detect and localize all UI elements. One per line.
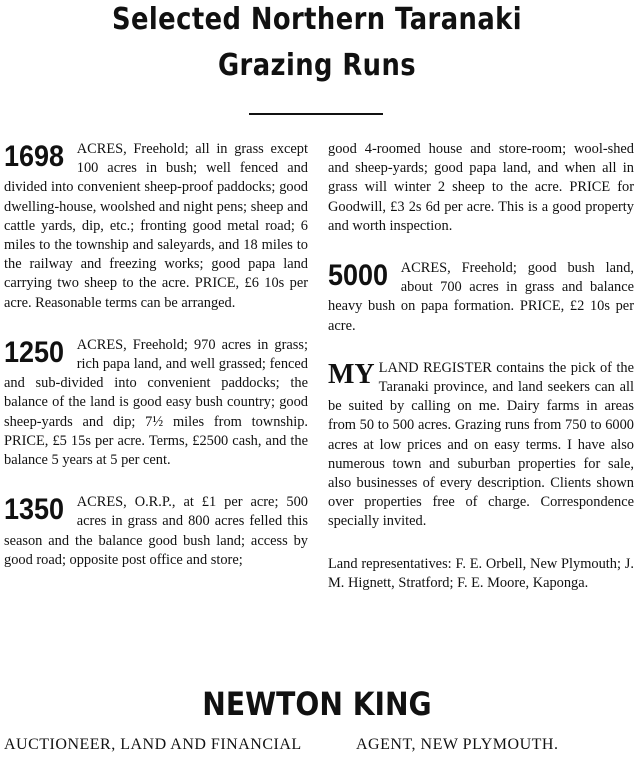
land-representatives: Land representatives: F. E. Orbell, New Plymouth; J. M. Hignett, Stratford; F. E. Moore, Kaponga.: [328, 555, 634, 591]
listing-text: ACRES, Freehold; all in grass except 100 acres in bush; well fenced and divided into convenient sheep-proof paddocks; good dwelling-house, woolshed and night pens; sheep and cattle yards, dip, etc.; fronting good metal road; 6 miles to the township and saleyards, and 18 miles to the railway and freezing works; good papa land carrying two sheep to the acre. PRICE, £6 10s per acre. Reasonable terms can be arranged.: [4, 141, 308, 311]
listing-5000: [328, 259, 634, 336]
listing-text: ACRES, Freehold; 970 acres in grass; rich papa land, and well grassed; fenced and sub-divided into convenient paddocks; the balance of the land is good easy bush country; good sheep-yards and dip; 7½ miles from township. PRICE, £5 15s per acre. Terms, £2500 cash, and the balance 5 years at 5 per cent.: [4, 336, 308, 469]
listing-text: ACRES, Freehold; good bush land, about 700 acres in grass and balance heavy bush on papa formation. PRICE, £2 10s per acre.: [328, 260, 634, 334]
listing-number: 1250: [4, 335, 65, 369]
headline-line-1: Selected Northern Taranaki: [111, 2, 523, 37]
listing-text: ACRES, O.R.P., at £1 per acre; 500 acres in grass and 800 acres felled this season and the balance good bush land; access by good road; opposite post office and store;: [4, 494, 308, 568]
register-initial: MY: [328, 358, 375, 390]
footer-right-text: AGENT, NEW PLYMOUTH.: [356, 736, 559, 753]
register-text: LAND REGISTER contains the pick of the Taranaki province, and land seekers can all be suited by calling on me. Dairy farms in areas from 50 to 500 acres. Grazing runs from 750 to 6000 acres at low prices and on easy terms. I have also numerous town and suburban properties for sale, also businesses of every description. Clients shown over properties free of charge. Correspondence specially invited.: [328, 359, 634, 530]
listing-1350-continued: good 4-roomed house and store-room; wool-shed and sheep-yards; good papa land, and when all in grass will winter 2 sheep to the acre. PRICE for Goodwill, £3 2s 6d per acre. This is a good property and worth inspection.: [328, 141, 634, 234]
advertiser-name: NEWTON KING: [202, 685, 432, 723]
listing-number: 5000: [328, 259, 389, 293]
headline-divider: [249, 113, 383, 115]
listing-1698: [4, 140, 308, 313]
listing-1350: [4, 493, 308, 570]
headline-line-2: Grazing Runs: [217, 48, 417, 83]
listing-number: 1350: [4, 493, 65, 527]
listing-number: 1698: [4, 140, 65, 173]
right-column: [328, 140, 634, 616]
left-column: [4, 140, 308, 570]
listing-1250: [4, 336, 308, 470]
footer-left-text: AUCTIONEER, LAND AND FINANCIAL: [4, 736, 302, 753]
land-register: [328, 359, 634, 532]
